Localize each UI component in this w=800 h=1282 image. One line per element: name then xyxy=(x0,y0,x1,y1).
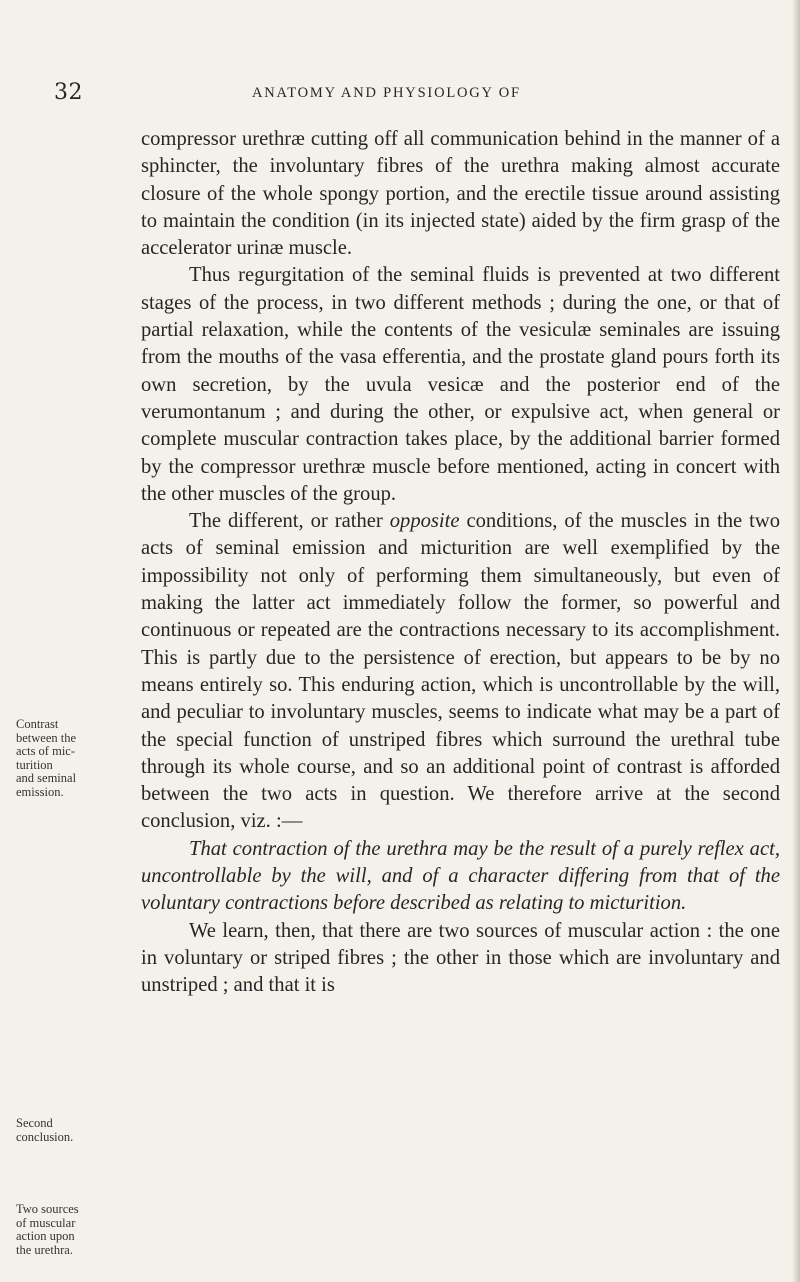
second-conclusion-text: That contraction of the urethra may be the result of a purely reflex act, uncontrollable by the will, and of a character differing from that of the voluntary contractions before described as relating to micturition. xyxy=(141,837,780,915)
sidenote-line: of muscular xyxy=(16,1215,76,1230)
body-text xyxy=(141,126,780,1000)
page-edge-shadow xyxy=(792,0,800,1282)
paragraph-contrast xyxy=(141,508,780,836)
paragraph-regurgitation: Thus regurgitation of the seminal fluids is prevented at two different stages of the process, in two different methods ; during the one, or that of partial relaxation, while the contents of the vesiculæ seminales are issuing from the mouths of the vasa efferentia, and the prostate gland pours forth its own secretion, by the uvula vesicæ and the posterior end of the verumontanum ; and during the other, or expulsive act, when general or complete muscular contraction takes place, by the additional barrier formed by the compressor urethræ muscle before mentioned, acting in concert with the other muscles of the group. xyxy=(141,264,780,505)
paragraph-contrast-rest: conditions, of the muscles in the two acts of seminal emission and micturition are well exemplified by the impossibility not only of performing them simultaneously, but even of making the latter act immediately follow the former, so powerful and continuous or repeated are the contractions necessary to its accomplishment. This is partly due to the persistence of erection, but appears to be by no means entirely so. This enduring action, which is uncontrollable by the will, and peculiar to involuntary muscles, seems to indicate what may be a part of the special function of unstriped fibres which surround the urethral tube through its whole course, and so an additional point of contrast is afforded between the two acts in question. We therefore arrive at the second conclusion, viz. :— xyxy=(141,510,780,833)
emphasis-opposite: opposite xyxy=(389,510,460,533)
sidenote-line: Second xyxy=(16,1116,53,1130)
sidenote-line: the urethra. xyxy=(16,1242,73,1257)
paragraph-contrast-start: The different, or rather xyxy=(189,510,390,533)
paragraph-second-conclusion xyxy=(141,836,780,918)
sidenote-line: action upon xyxy=(16,1229,75,1244)
running-title: ANATOMY AND PHYSIOLOGY OF xyxy=(252,85,521,101)
sidenote-line: between the xyxy=(16,730,77,745)
running-head xyxy=(0,80,800,110)
sidenote-line: acts of mic- xyxy=(16,744,76,759)
sidenote-line: Two sources xyxy=(16,1202,79,1216)
sidenote-line: conclusion. xyxy=(16,1129,74,1144)
page-number: 32 xyxy=(54,80,83,105)
sidenote-line: Contrast xyxy=(16,717,59,731)
sidenote-contrast xyxy=(16,718,138,800)
sidenote-line: emission. xyxy=(16,784,64,799)
sidenote-two-sources xyxy=(16,1203,138,1257)
sidenote-second-conclusion xyxy=(16,1117,138,1144)
sidenote-line: turition xyxy=(16,757,53,772)
paragraph-two-sources: We learn, then, that there are two sources of muscular action : the one in voluntary or striped fibres ; the other in those which are involuntary and unstriped ; and that it is xyxy=(141,919,780,997)
paragraph-continuation: compressor urethræ cutting off all communication behind in the manner of a sphincter, the involuntary fibres of the urethra making almost accurate closure of the whole spongy portion, and the erectile tissue around assisting to maintain the condition (in its injected state) aided by the firm grasp of the accelerator urinæ muscle. xyxy=(141,128,780,260)
sidenote-line: and seminal xyxy=(16,771,77,786)
